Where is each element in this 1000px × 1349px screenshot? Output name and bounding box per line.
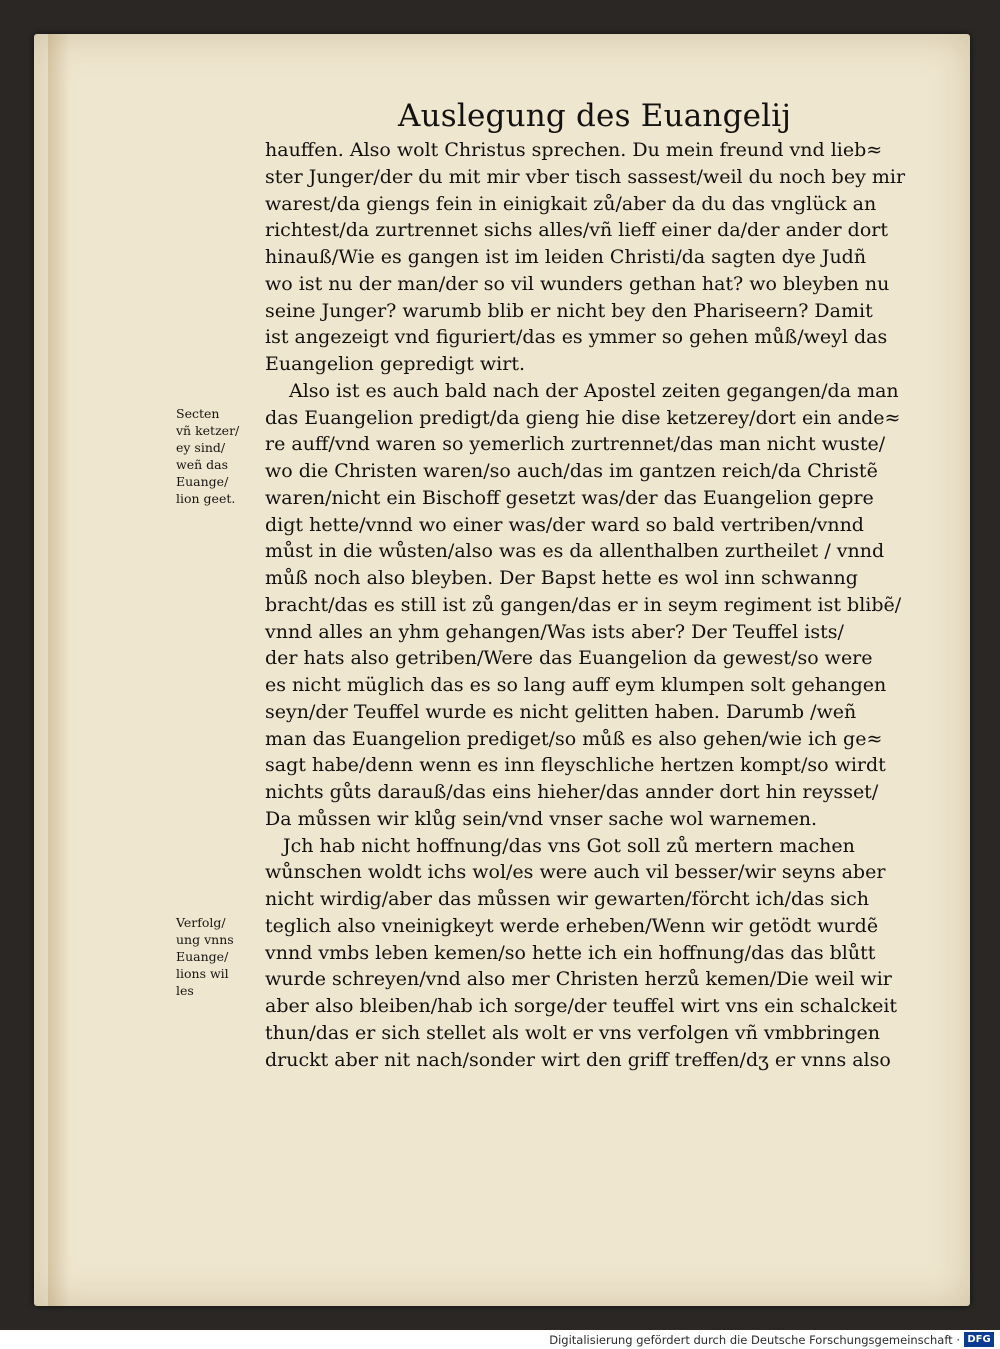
text-line: es nicht müglich das es so lang auff eym klumpen solt gehangen — [265, 674, 887, 696]
dfg-logo: DFG — [964, 1332, 994, 1347]
text-line: ster Junger/der du mit mir vber tisch sassest/weil du noch bey mir — [265, 165, 906, 188]
text-line: teglich also vneinigkeyt werde erheben/Wenn wir getödt wurdẽ — [265, 914, 879, 937]
text-line: můß noch also bleyben. Der Bapst hette es wol inn schwanng — [265, 567, 858, 589]
text-line: ist angezeigt vnd figuriert/das es ymmer so gehen můß/weyl das — [265, 326, 888, 349]
text-line: sagt habe/denn wenn es inn fleyschliche hertzen kompt/so wirdt — [265, 754, 886, 777]
marginal-line: weñ das — [176, 457, 228, 472]
marginal-line: vñ ketzer/ — [176, 423, 240, 438]
running-title: Auslegung des Euangelij — [398, 98, 792, 134]
text-line: Euangelion gepredigt wirt. — [265, 353, 526, 375]
text-line: digt hette/vnnd wo einer was/der ward so bald vertriben/vnnd — [265, 513, 864, 536]
marginal-line: ey sind/ — [176, 440, 226, 455]
text-line: nichts gůts darauß/das eins hieher/das annder dort hin reysset/ — [265, 781, 879, 803]
marginal-note-verfolgung — [176, 914, 266, 999]
text-line: thun/das er sich stellet als wolt er vns verfolgen vñ vmbbringen — [265, 1021, 881, 1044]
text-line: waren/nicht ein Bischoff gesetzt was/der das Euangelion gepre — [265, 486, 874, 509]
text-line: Da můssen wir klůg sein/vnd vnser sache wol warnemen. — [265, 807, 818, 830]
text-line: nicht wirdig/aber das můssen wir gewarten/förcht ich/das sich — [265, 888, 870, 910]
marginal-line: Verfolg/ — [176, 915, 226, 930]
text-line: můst in die wůsten/also was es da allenthalben zurtheilet / vnnd — [265, 540, 885, 563]
text-line: wurde schreyen/vnd also mer Christen herzů kemen/Die weil wir — [265, 968, 892, 991]
marginal-line: Euange/ — [176, 474, 229, 489]
funding-credit: Digitalisierung gefördert durch die Deutsche Forschungsgemeinschaft · — [549, 1333, 960, 1347]
marginal-note-secten — [176, 405, 266, 507]
text-line: das Euangelion predigt/da gieng hie dise ketzerey/dort ein ande≈ — [265, 406, 901, 429]
text-line: wo ist nu der man/der so vil wunders gethan hat? wo bleyben nu — [265, 272, 890, 295]
text-line: Jch hab nicht hoffnung/das vns Got soll zů mertern machen — [283, 834, 855, 857]
text-line: druckt aber nit nach/sonder wirt den griff treffen/dʒ er vnns also — [265, 1048, 891, 1071]
text-line: der hats also getriben/Were das Euangelion da gewest/so were — [265, 647, 873, 670]
text-line: Also ist es auch bald nach der Apostel zeiten gegangen/da man — [289, 379, 899, 402]
text-line: aber also bleiben/hab ich sorge/der teuffel wirt vns ein schalckeit — [265, 995, 898, 1017]
text-line: vnnd alles an yhm gehangen/Was ists aber? Der Teuffel ists/ — [265, 620, 844, 643]
marginal-line: ung vnns — [176, 932, 234, 947]
text-line: seyn/der Teuffel wurde es nicht gelitten haben. Darumb /weñ — [265, 700, 857, 723]
text-line: warest/da giengs fein in einigkait zů/aber da du das vnglück an — [265, 192, 877, 215]
text-line: hauffen. Also wolt Christus sprechen. Du mein freund vnd lieb≈ — [265, 139, 883, 161]
text-line: wůnschen woldt ichs wol/es were auch vil besser/wir seyns aber — [265, 861, 886, 884]
text-line: wo die Christen waren/so auch/das im gantzen reich/da Christẽ — [265, 460, 878, 482]
marginal-line: Secten — [176, 406, 220, 421]
marginal-line: lion geet. — [176, 491, 236, 506]
text-line: re auff/vnd waren so yemerlich zurtrennet/das man nicht wuste/ — [265, 433, 886, 456]
marginal-line: lions wil — [176, 966, 229, 981]
text-line: man das Euangelion prediget/so můß es also gehen/wie ich ge≈ — [265, 727, 883, 750]
text-line: seine Junger? warumb blib er nicht bey den Phariseern? Damit — [265, 299, 873, 322]
body-text — [265, 137, 941, 1073]
text-line: richtest/da zurtrennet sichs alles/vñ lieff einer da/der ander dort — [265, 219, 888, 242]
text-line: bracht/das es still ist zů gangen/das er in seym regiment ist blibẽ/ — [265, 593, 902, 616]
marginal-line: Euange/ — [176, 949, 229, 964]
text-line: vnnd vmbs leben kemen/so hette ich ein hoffnung/das das blůtt — [265, 941, 876, 964]
text-line: hinauß/Wie es gangen ist im leiden Christi/da sagten dye Judñ — [265, 246, 867, 268]
marginal-line: les — [176, 983, 194, 998]
